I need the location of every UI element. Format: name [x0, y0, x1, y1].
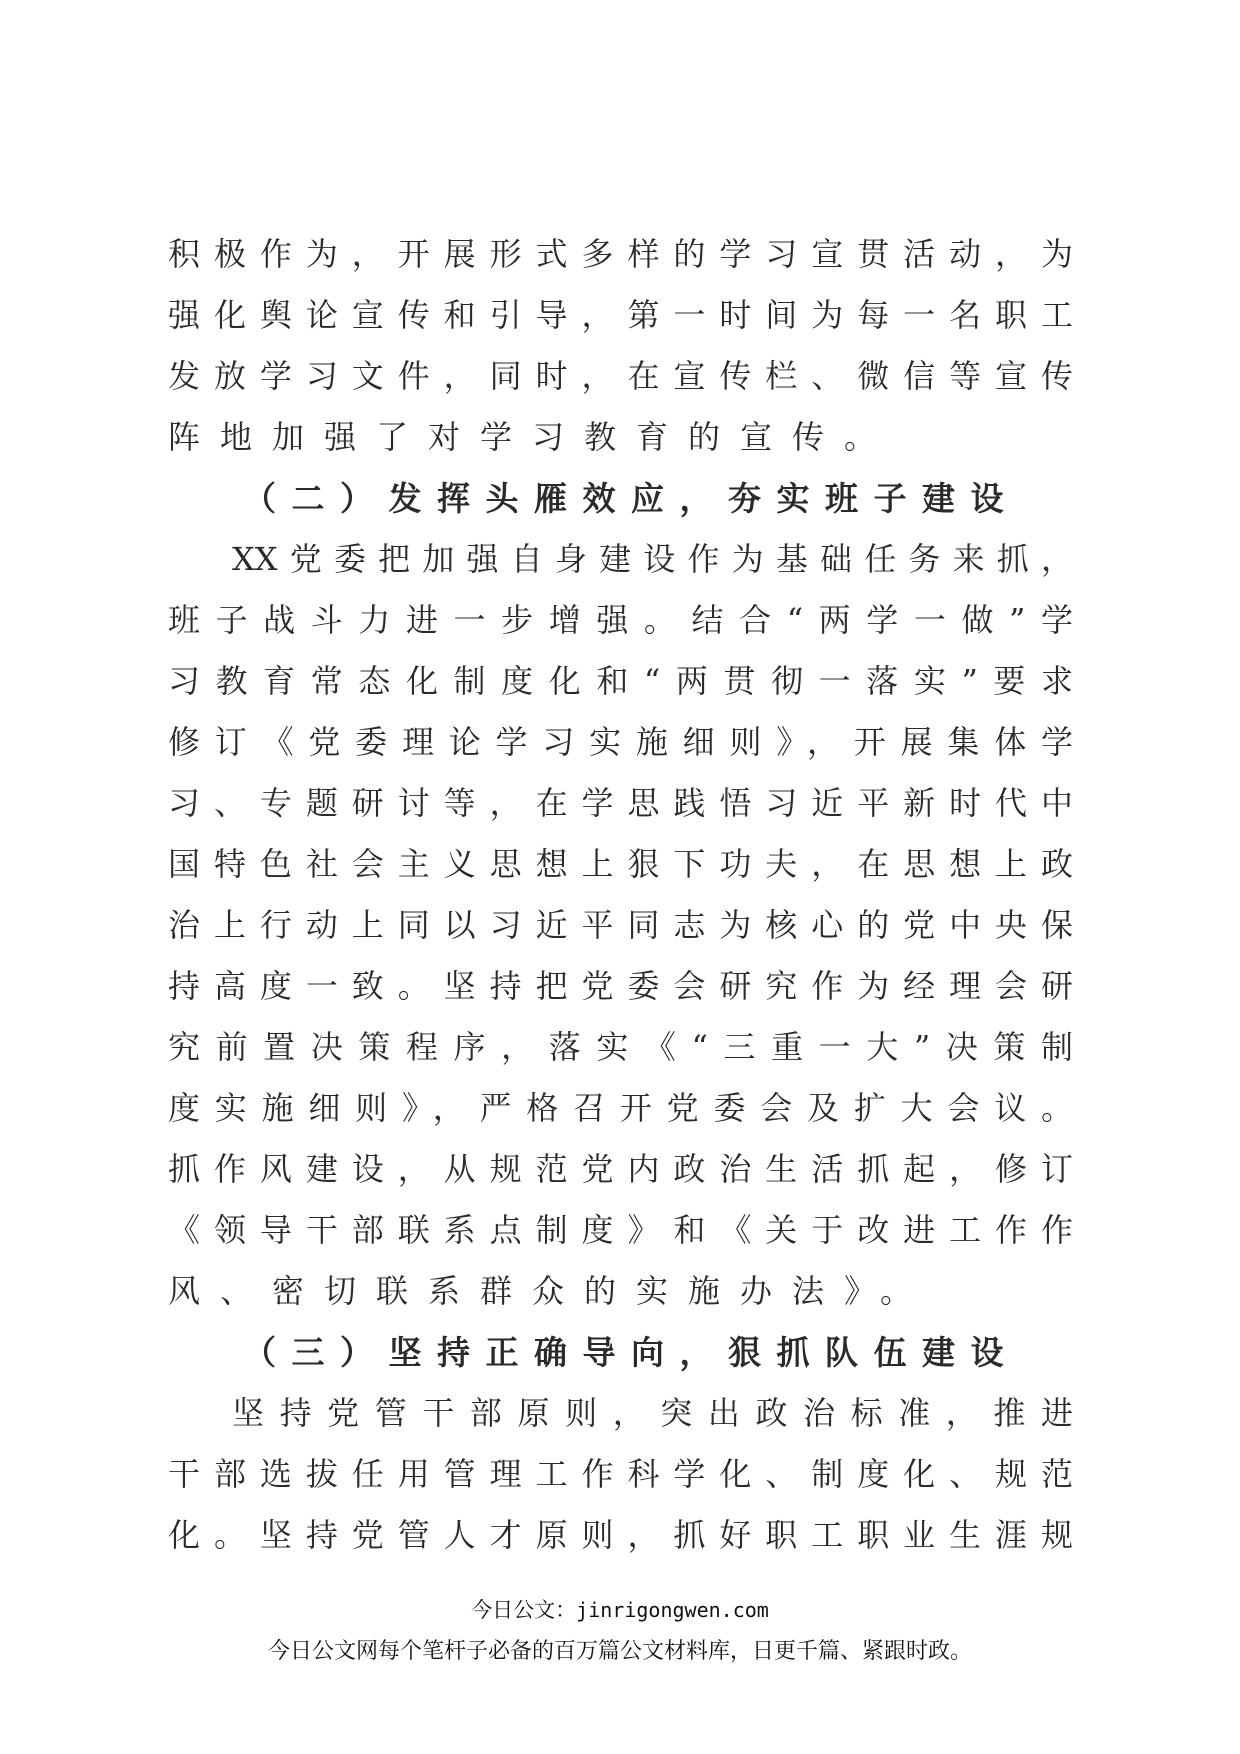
text-line: 抓作风建设，从规范党内政治生活抓起，修订 — [168, 1150, 1073, 1188]
text-line: 国特色社会主义思想上狠下功夫，在思想上政 — [168, 845, 1073, 883]
footer-tagline: 今日公文网每个笔杆子必备的百万篇公文材料库，日更千篇、紧跟时政。 — [267, 1639, 972, 1664]
paragraph-section-3 — [168, 1383, 1073, 1566]
text-line: 习教育常态化制度化和“两贯彻一落实”要求 — [168, 662, 1073, 700]
text-line: 班子战斗力进一步增强。结合“两学一做”学 — [168, 601, 1073, 639]
text-line: 度实施细则》，严格召开党委会及扩大会议。 — [168, 1089, 1073, 1127]
text-line: 发放学习文件，同时，在宣传栏、微信等宣传 — [168, 357, 1073, 395]
text-line: 坚持党管干部原则，突出政治标准，推进 — [232, 1394, 1073, 1432]
text-line: 修订《党委理论学习实施细则》，开展集体学 — [168, 723, 1073, 761]
text-line: 阵地加强了对学习教育的宣传。 — [168, 418, 897, 456]
text-line: 积极作为，开展形式多样的学习宣贯活动，为 — [168, 235, 1073, 273]
text-line: 习、专题研讨等，在学思践悟习近平新时代中 — [168, 784, 1073, 822]
text-line: 究前置决策程序，落实《“三重一大”决策制 — [168, 1028, 1073, 1066]
text-line: 持高度一致。坚持把党委会研究作为经理会研 — [168, 967, 1073, 1005]
text-line: 干部选拔任用管理工作科学化、制度化、规范 — [168, 1455, 1073, 1493]
footer-site-label: 今日公文： — [471, 1598, 577, 1622]
footer-site-link[interactable]: jinrigongwen.com — [576, 1598, 769, 1622]
section-heading-2: （二）发挥头雁效应，夯实班子建设 — [243, 479, 1019, 518]
document-body — [168, 224, 1073, 1566]
text-line: XX党委把加强自身建设作为基础任务来抓， — [232, 540, 1073, 578]
text-line: 强化舆论宣传和引导，第一时间为每一名职工 — [168, 296, 1073, 334]
text-line: 《领导干部联系点制度》和《关于改进工作作 — [168, 1211, 1073, 1249]
paragraph-section-2 — [168, 529, 1073, 1322]
text-line: 风、密切联系群众的实施办法》。 — [168, 1272, 933, 1310]
text-line: 化。坚持党管人才原则，抓好职工职业生涯规 — [168, 1516, 1073, 1554]
paragraph-intro — [168, 224, 1073, 468]
section-heading-3: （三）坚持正确导向，狠抓队伍建设 — [243, 1333, 1019, 1372]
text-line: 治上行动上同以习近平同志为核心的党中央保 — [168, 906, 1073, 944]
footer-site-line — [0, 1594, 1240, 1624]
